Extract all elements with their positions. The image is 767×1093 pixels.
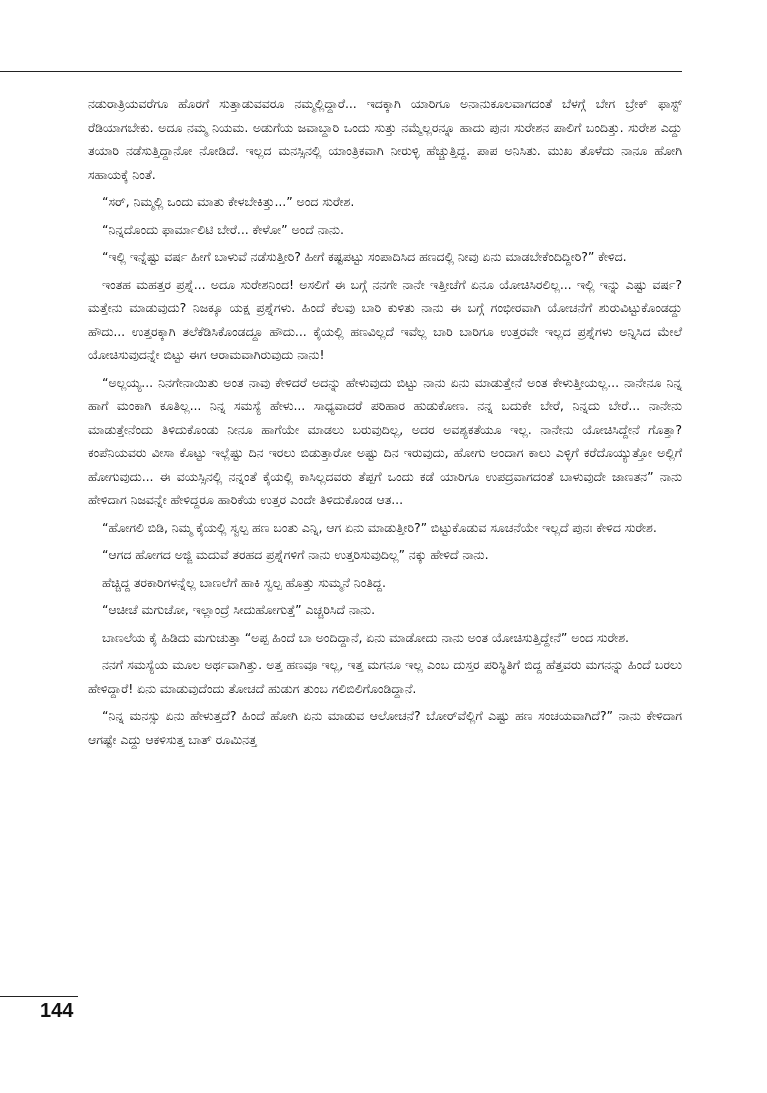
paragraph-4: “ಇಲ್ಲಿ ಇನ್ನೆಷ್ಟು ವರ್ಷ ಹೀಗೆ ಬಾಳುವೆ ನಡೆಸುತ್ತೀರಿ? ಹೀಗೆ ಕಷ್ಟಪಟ್ಟು ಸಂಪಾದಿಸಿದ ಹಣದಲ್ಲಿ ನೀವು ಏನು ಮಾಡಬೇಕೆಂದಿದ್ದೀರಿ?” ಕೇಳಿದ. bbox=[102, 249, 627, 264]
page-number: 144 bbox=[40, 1000, 74, 1022]
paragraph-10: “ಆಚೀಚೆ ಮಗುಚೋ, ಇಲ್ಲಾಂದ್ರೆ ಸೀದುಹೋಗುತ್ತೆ” ಎಚ್ಚರಿಸಿದೆ ನಾನು. bbox=[102, 602, 375, 617]
paragraph-6: “ಅಲ್ಲಯ್ಯ... ನಿನಗೇನಾಯಿತು ಅಂತ ನಾವು ಕೇಳಿದರೆ ಅದನ್ನು ಹೇಳುವುದು ಬಿಟ್ಟು ನಾನು ಏನು ಮಾಡುತ್ತೇನೆ ಅಂತ ಕೇಳುತ್ತೀಯಲ್ಲ... ನಾನೇನೂ ನಿನ್ನ ಹಾಗೆ ಮಂಕಾಗಿ ಕೂತಿಲ್ಲ... ನಿನ್ನ ಸಮಸ್ಯೆ ಹೇಳು... ಸಾಧ್ಯವಾದರೆ ಪರಿಹಾರ ಹುಡುಕೋಣ. ನನ್ನ ಬದುಕೇ ಬೇರೆ, ನಿನ್ನದು ಬೇರೆ... ನಾನೇನು ಮಾಡುತ್ತೇನೆಂದು ತಿಳಿದುಕೊಂಡು ನೀನೂ ಹಾಗೆಯೇ ಮಾಡಲು ಬರುವುದಿಲ್ಲ, ಅದರ ಅವಶ್ಯಕತೆಯೂ ಇಲ್ಲ. ನಾನೇನು ಯೋಚಿಸಿದ್ದೇನೆ ಗೊತ್ತಾ? ಕಂಪೆನಿಯವರು ವೀಸಾ ಕೊಟ್ಟು ಇಲ್ಲೆಷ್ಟು ದಿನ ಇರಲು ಬಿಡುತ್ತಾರೋ ಅಷ್ಟು ದಿನ ಇರುವುದು, ಹೋಗು ಅಂದಾಗ ಕಾಲು ಎಳ್ಳಿಗೆ ಕರೆದೊಯ್ಯುತ್ತೋ ಅಲ್ಲಿಗೆ ಹೋಗುವುದು... ಈ ವಯಸ್ಸಿನಲ್ಲಿ ನನ್ನಂತೆ ಕೈಯಲ್ಲಿ ಕಾಸಿಲ್ಲದವರು ತೆಪ್ಪಗೆ ಒಂದು ಕಡೆ ಯಾರಿಗೂ ಉಪದ್ರವಾಗದಂತೆ ಬಾಳುವುದೇ ಜಾಣತನ” ನಾನು ಹೇಳಿದಾಗ ನಿಜವನ್ನೇ ಹೇಳಿದ್ದರೂ ಹಾರಿಕೆಯ ಉತ್ತರ ಎಂದೇ ತಿಳಿದುಕೊಂಡ ಆತ... bbox=[88, 374, 682, 507]
paragraph-13: “ನಿನ್ನ ಮನಸ್ಸು ಏನು ಹೇಳುತ್ತದೆ? ಹಿಂದೆ ಹೋಗಿ ಏನು ಮಾಡುವ ಆಲೋಚನೆ? ಬೋರ್‌ವೆಲ್ಲಿಗೆ ಎಷ್ಟು ಹಣ ಸಂಚಯವಾಗಿದೆ?” ನಾನು ಕೇಳಿದಾಗ ಆಗಷ್ಟೇ ಎದ್ದು ಆಕಳಿಸುತ್ತ ಬಾತ್ ರೂಮಿನತ್ತ bbox=[88, 708, 682, 747]
paragraph-11: ಬಾಣಲೆಯ ಕೈ ಹಿಡಿದು ಮಗುಚುತ್ತಾ “ಅಪ್ಪ ಹಿಂದೆ ಬಾ ಅಂದಿದ್ದಾನೆ, ಏನು ಮಾಡೋದು ನಾನು ಅಂತ ಯೋಚಿಸುತ್ತಿದ್ದೇನೆ” ಅಂದ ಸುರೇಶ. bbox=[102, 629, 629, 645]
header-rule bbox=[0, 71, 682, 72]
paragraph-5: ಇಂತಹ ಮಹತ್ತರ ಪ್ರಶ್ನೆ... ಅದೂ ಸುರೇಶನಿಂದ! ಅಸಲಿಗೆ ಈ ಬಗ್ಗೆ ನನಗೇ ನಾನೇ ಇತ್ತೀಚೆಗೆ ಏನೂ ಯೋಚಿಸಿರಲಿಲ್ಲ... ಇಲ್ಲಿ ಇನ್ನು ಎಷ್ಟು ವರ್ಷ? ಮತ್ತೇನು ಮಾಡುವುದು? ನಿಜಕ್ಕೂ ಯಕ್ಷ ಪ್ರಶ್ನೆಗಳು. ಹಿಂದೆ ಕೆಲವು ಬಾರಿ ಕುಳಿತು ನಾನು ಈ ಬಗ್ಗೆ ಗಂಭೀರವಾಗಿ ಯೋಚನೆಗೆ ಶುರುವಿಟ್ಟುಕೊಂಡದ್ದು ಹೌದು... ಉತ್ತರಕ್ಕಾಗಿ ತಲೆಕೆಡಿಸಿಕೊಂಡದ್ದೂ ಹೌದು... ಕೈಯಲ್ಲಿ ಹಣವಿಲ್ಲದೆ ಇವೆಲ್ಲ ಬಾರಿ ಬಾರಿಗೂ ಉತ್ತರವೇ ಇಲ್ಲದ ಪ್ರಶ್ನೆಗಳು ಅನ್ನಿಸಿದ ಮೇಲೆ ಯೋಚಿಸುವುದನ್ನೇ ಬಿಟ್ಟು ಈಗ ಆರಾಮವಾಗಿರುವುದು ನಾನು! bbox=[88, 276, 682, 362]
page-body bbox=[88, 92, 682, 755]
paragraph-9: ಹೆಚ್ಚಿದ್ದ ತರಕಾರಿಗಳನ್ನೆಲ್ಲ ಬಾಣಲೆಗೆ ಹಾಕಿ ಸ್ವಲ್ಪ ಹೊತ್ತು ಸುಮ್ಮನೆ ನಿಂತಿದ್ದ. bbox=[102, 574, 386, 590]
footer-rule bbox=[0, 996, 78, 997]
paragraph-1: ನಡುರಾತ್ರಿಯವರೆಗೂ ಹೊರಗೆ ಸುತ್ತಾಡುವವರೂ ನಮ್ಮಲ್ಲಿದ್ದಾರೆ... ಇದಕ್ಕಾಗಿ ಯಾರಿಗೂ ಅನಾನುಕೂಲವಾಗದಂತೆ ಬೆಳಗ್ಗೆ ಬೇಗ ಬ್ರೇಕ್ ಫಾಸ್ಟ್ ರೆಡಿಯಾಗಬೇಕು. ಅದೂ ನಮ್ಮ ನಿಯಮ. ಅಡುಗೆಯ ಜವಾಬ್ದಾರಿ ಒಂದು ಸುತ್ತು ನಮ್ಮೆಲ್ಲರನ್ನೂ ಹಾದು ಪುನಃ ಸುರೇಶನ ಪಾಲಿಗೆ ಬಂದಿತ್ತು. ಸುರೇಶ ಎದ್ದು ತಯಾರಿ ನಡೆಸುತ್ತಿದ್ದಾನೋ ನೋಡಿದೆ. ಇಲ್ಲದ ಮನಸ್ಸಿನಲ್ಲಿ ಯಾಂತ್ರಿಕವಾಗಿ ನೀರುಳ್ಳಿ ಹೆಚ್ಚುತ್ತಿದ್ದ. ಪಾಪ ಅನಿಸಿತು. ಮುಖ ತೊಳೆದು ನಾನೂ ಹೋಗಿ ಸಹಾಯಕ್ಕೆ ನಿಂತೆ. bbox=[88, 96, 682, 182]
paragraph-2: “ಸರ್, ನಿಮ್ಮಲ್ಲಿ ಒಂದು ಮಾತು ಕೇಳಬೇಕಿತ್ತು...” ಅಂದ ಸುರೇಶ. bbox=[102, 194, 355, 209]
paragraph-7: “ಹೋಗಲಿ ಬಿಡಿ, ನಿಮ್ಮ ಕೈಯಲ್ಲಿ ಸ್ವಲ್ಪ ಹಣ ಬಂತು ಎನ್ನಿ, ಆಗ ಏನು ಮಾಡುತ್ತೀರಿ?” ಬಿಟ್ಟುಕೊಡುವ ಸೂಚನೆಯೇ ಇಲ್ಲದೆ ಪುನಃ ಕೇಳಿದ ಸುರೇಶ. bbox=[102, 519, 657, 535]
paragraph-12: ನನಗೆ ಸಮಸ್ಯೆಯ ಮೂಲ ಅರ್ಥವಾಗಿತ್ತು. ಅತ್ತ ಹಣವೂ ಇಲ್ಲ, ಇತ್ತ ಮಗನೂ ಇಲ್ಲ ಎಂಬ ದುಸ್ತರ ಪರಿಸ್ಥಿತಿಗೆ ಬಿದ್ದ ಹೆತ್ತವರು ಮಗನನ್ನು ಹಿಂದೆ ಬರಲು ಹೇಳಿದ್ದಾರೆ! ಏನು ಮಾಡುವುದೆಂದು ತೋಚದೆ ಹುಡುಗ ತುಂಬ ಗಲಿಬಿಲಿಗೊಂಡಿದ್ದಾನೆ. bbox=[88, 657, 682, 696]
paragraph-8: “ಆಗದ ಹೋಗದ ಅಜ್ಜಿ ಮದುವೆ ತರಹದ ಪ್ರಶ್ನೆಗಳಿಗೆ ನಾನು ಉತ್ತರಿಸುವುದಿಲ್ಲ” ನಕ್ಕು ಹೇಳಿದೆ ನಾನು. bbox=[102, 547, 489, 562]
paragraph-3: “ನಿನ್ನದೊಂದು ಫಾರ್ಮಾಲಿಟಿ ಬೇರೆ... ಕೇಳೋ” ಅಂದೆ ನಾನು. bbox=[102, 221, 344, 237]
